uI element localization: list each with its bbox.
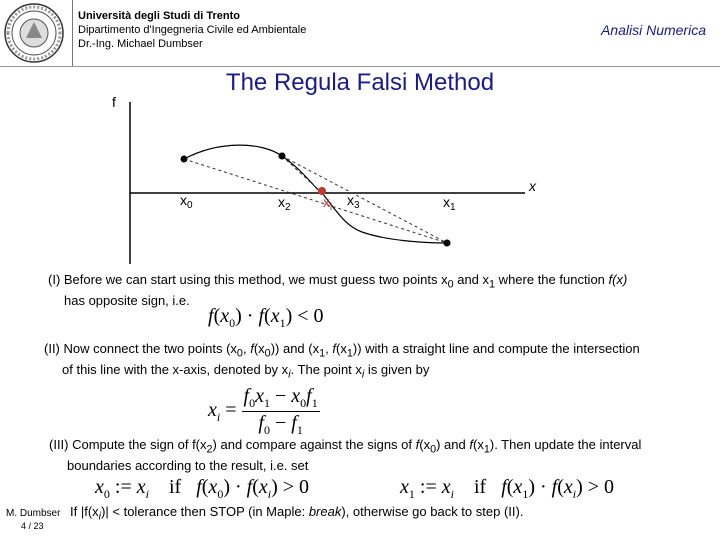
slide-title: The Regula Falsi Method [225,69,495,96]
step-3-text: (III) Compute the sign of $f(x_2)$ and compare against the signs of $f(x_0)$ and $f(x_1)$. Then update the interval boundaries according to the result, i.e. set [49,437,642,473]
label-x0: $x_0$ [180,192,193,211]
footer-author: M. Dumbser [6,508,61,519]
formula-xi: $x_i$ = $\frac{f_0x_1 - x_0f_1}{f_0 - f_1}$ [208,385,318,437]
formula-update-x1: $x_1$ := $x_i$ if $f(x_1) \cdot f(x_i) > 0$ [400,476,615,501]
author-name: Dr.-Ing. Michael Dumbser [78,38,203,50]
university-name: Università degli Studi di Trento [78,10,240,22]
label-x3: $x_3$ [347,192,360,211]
label-xi: $x_i$ [323,194,333,213]
point-f-x0 [181,156,188,163]
point-f-x2 [279,153,286,160]
x-axis-label: x [529,178,536,194]
stop-criterion-text: If $|f(x_i)|$ < tolerance then STOP (in Maple: break), otherwise go back to step (II). [70,504,524,523]
step-1-text: (I) Before we can start using this method, we must guess two points $x_0$ and $x_1$ where the function f(x) has opposite sign, i.e. [48,272,628,308]
function-curve [184,145,447,243]
formula-update-x0: $x_0$ := $x_i$ if $f(x_0) \cdot f(x_i) > 0$ [95,476,310,501]
formula-opposite-sign: $f(x_0) \cdot f(x_1) < 0$ [208,305,324,330]
secant-line-2 [282,156,447,243]
y-axis-label: f [112,94,116,110]
label-x2: $x_2$ [278,194,291,213]
secant-line-1 [184,159,447,243]
step-2-text: (II) Now connect the two points ($x_0$, $f(x_0)$) and ($x_1$, $f(x_1)$) with a straight line and compute the intersection of this line with the x-axis, denoted by $x_i$. The point $x_i$ is given by [44,341,640,381]
course-title: Analisi Numerica [600,22,706,38]
page-number: 4 / 23 [21,521,44,531]
point-f-x1 [444,240,451,247]
label-x1: $x_1$ [443,194,456,213]
department-name: Dipartimento d'Ingegneria Civile ed Ambientale [78,24,307,36]
